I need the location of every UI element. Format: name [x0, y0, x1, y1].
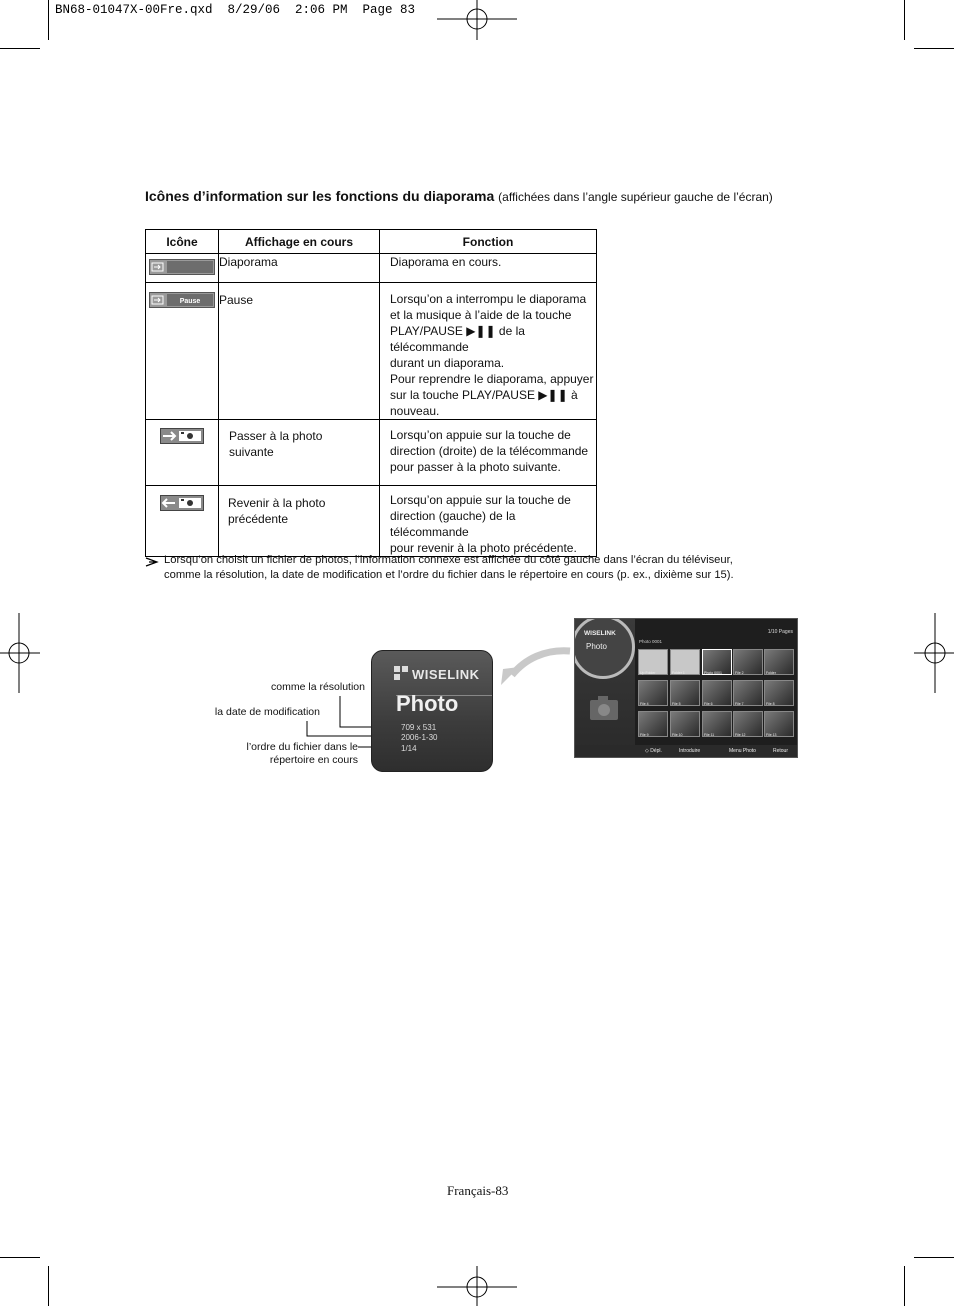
function-line: nouveau.	[390, 404, 440, 418]
column-header: Fonction	[380, 230, 597, 254]
column-header: Icône	[146, 230, 219, 254]
display-line: Passer à la photo	[229, 429, 323, 443]
screen-logo: WISELINK	[584, 630, 616, 637]
thumbnail[interactable]	[638, 711, 668, 737]
callout-order-line: répertoire en cours	[269, 754, 358, 766]
display-line: suivante	[229, 445, 274, 459]
crop-mark	[48, 0, 49, 40]
slideshow-icon	[149, 259, 215, 275]
thumbnail[interactable]	[733, 649, 763, 675]
thumbnail[interactable]	[702, 649, 732, 675]
crop-mark	[914, 48, 954, 49]
function-cell	[380, 486, 597, 557]
function-line: durant un diaporama.	[390, 356, 505, 370]
callout-resolution: comme la résolution	[271, 681, 365, 693]
function-line: Lorsqu’on appuie sur la touche de	[390, 493, 571, 507]
screen-title: Photo	[586, 642, 607, 651]
thumbnail-label: File 2	[735, 671, 744, 675]
thumbnail[interactable]	[764, 711, 794, 737]
callout-order-line: l’ordre du fichier dans le	[246, 741, 358, 753]
thumbnail-label: File 4	[640, 702, 649, 706]
thumbnail[interactable]	[702, 680, 732, 706]
thumbnail-label: File 9	[640, 733, 649, 737]
thumbnail[interactable]	[638, 649, 668, 675]
info-note	[145, 553, 785, 583]
screen-help-bar	[575, 745, 797, 757]
table-row	[146, 254, 597, 283]
file-slug: BN68-01047X-00Fre.qxd 8/29/06 2:06 PM Page 83	[55, 3, 416, 17]
thumbnail-label: File 8	[766, 702, 775, 706]
thumbnail[interactable]	[733, 680, 763, 706]
display-cell: Diaporama	[219, 254, 380, 283]
thumbnail-label: Folder 1	[672, 671, 685, 675]
zoom-arrow-icon	[495, 645, 575, 690]
heading-subtitle: (affichées dans l’angle supérieur gauche de l’écran)	[498, 190, 773, 204]
thumbnail[interactable]	[764, 649, 794, 675]
note-line: Lorsqu’on choisit un fichier de photos, l’information connexe est affichée du côté gauche dans l’écran du téléviseur,	[164, 554, 733, 566]
function-line: Lorsqu’on appuie sur la touche de	[390, 428, 571, 442]
note-arrow-icon	[145, 556, 159, 568]
thumbnail[interactable]	[670, 649, 700, 675]
function-line: pour revenir à la photo précédente.	[390, 541, 577, 555]
heading-title: Icônes d’information sur les fonctions du diaporama	[145, 188, 495, 204]
panel-title: Photo	[396, 691, 459, 716]
function-line: PLAY/PAUSE ▶︎❚❚ de la télécommande	[390, 324, 525, 354]
page-number: Français-83	[447, 1183, 509, 1198]
crop-mark	[904, 1266, 905, 1306]
crop-mark	[914, 1257, 954, 1258]
registration-mark-bottom	[437, 1266, 517, 1306]
function-line: Pour reprendre le diaporama, appuyer	[390, 372, 594, 386]
table-header-row	[146, 230, 597, 254]
crop-mark	[0, 1257, 40, 1258]
function-line: direction (gauche) de la télécommande	[390, 509, 516, 539]
section-heading	[145, 188, 773, 204]
panel-date: 2006-1-30	[401, 733, 438, 742]
function-line: et la musique à l’aide de la touche	[390, 308, 572, 322]
thumbnail[interactable]	[733, 711, 763, 737]
display-line: Revenir à la photo	[228, 496, 326, 510]
panel-logo: WISELINK	[412, 667, 480, 682]
display-cell: Pause	[219, 283, 380, 420]
thumbnail[interactable]	[702, 711, 732, 737]
next-photo-icon	[160, 428, 204, 444]
pause-icon-label: Pause	[179, 298, 201, 305]
display-cell	[219, 420, 380, 486]
slideshow-icons-table	[145, 229, 597, 557]
thumbnail-label: Photo 0001	[704, 671, 722, 675]
photo-info-panel	[371, 650, 493, 772]
thumbnail-label: Up Folder	[640, 671, 656, 675]
registration-mark-top	[437, 0, 517, 40]
tv-screen-preview	[574, 618, 798, 758]
thumbnail-label: File 13	[766, 733, 777, 737]
help-move: ◇ Dépl.	[645, 748, 662, 754]
panel-order: 1/14	[401, 744, 417, 753]
screen-folder-name: Photo 0001	[639, 639, 663, 644]
function-line: Lorsqu’on a interrompu le diaporama	[390, 292, 587, 306]
function-cell	[380, 420, 597, 486]
registration-mark-right	[914, 613, 954, 693]
thumbnail-label: Folder	[766, 671, 776, 675]
panel-resolution: 709 x 531	[401, 723, 437, 732]
help-photo-menu: Menu Photo	[729, 748, 756, 754]
help-return: Retour	[773, 748, 789, 754]
function-line: pour passer à la photo suivante.	[390, 460, 561, 474]
table-row	[146, 420, 597, 486]
thumbnail-label: File 11	[704, 733, 715, 737]
thumbnail-label: File 6	[704, 702, 713, 706]
crop-mark	[48, 1266, 49, 1306]
table-row	[146, 486, 597, 557]
thumbnail-label: File 5	[672, 702, 681, 706]
thumbnail-label: File 12	[735, 733, 746, 737]
crop-mark	[904, 0, 905, 40]
thumbnail[interactable]	[670, 680, 700, 706]
wiselink-logo-icon	[394, 666, 410, 682]
function-line: direction (droite) de la télécommande	[390, 444, 589, 458]
screen-page-info: 1/10 Pages	[767, 629, 793, 635]
thumbnail-label: File 10	[672, 733, 683, 737]
function-cell	[380, 254, 597, 283]
thumbnail[interactable]	[764, 680, 794, 706]
thumbnail[interactable]	[670, 711, 700, 737]
column-header: Affichage en cours	[219, 230, 380, 254]
display-line: précédente	[228, 512, 289, 526]
thumbnail[interactable]	[638, 680, 668, 706]
previous-photo-icon	[160, 495, 204, 511]
callout-date: la date de modification	[214, 706, 320, 718]
table-row	[146, 283, 597, 420]
help-enter: Introduire	[679, 748, 701, 754]
pause-icon	[149, 292, 215, 308]
function-cell	[380, 283, 597, 420]
thumbnail-label: File 7	[735, 702, 744, 706]
camera-icon	[589, 695, 619, 721]
note-line: comme la résolution, la date de modification et l’ordre du fichier dans le répertoire en cours (p. ex., dixième sur 15).	[164, 569, 734, 581]
crop-mark	[0, 48, 40, 49]
function-line: sur la touche PLAY/PAUSE ▶︎❚❚ à	[390, 388, 578, 402]
function-line: Diaporama en cours.	[390, 255, 502, 269]
display-cell	[219, 486, 380, 557]
registration-mark-left	[0, 613, 40, 693]
